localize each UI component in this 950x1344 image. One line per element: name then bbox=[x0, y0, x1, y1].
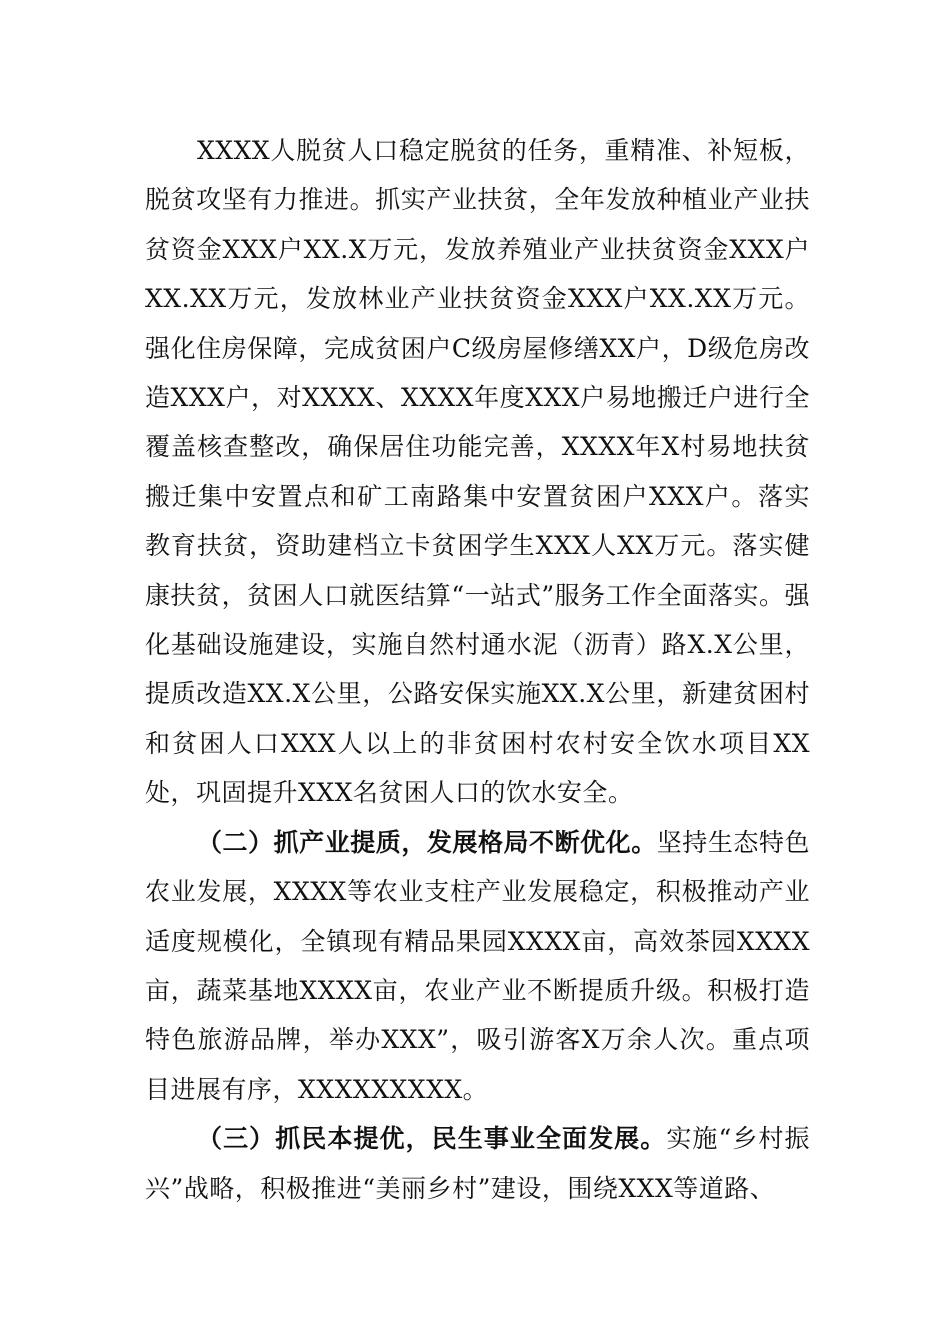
paragraph-text: 实施“乡村振兴”战略，积极推进“美丽乡村”建设，围绕XXX等道路、 bbox=[145, 1124, 810, 1203]
paragraph-lead: （二）抓产业提质，发展格局不断优化。 bbox=[197, 827, 657, 857]
paragraph-text: XXXX人脱贫人口稳定脱贫的任务，重精准、补短板，脱贫攻坚有力推进。抓实产业扶贫，全年发放种植业产业扶贫资金XXX户XX.X万元，发放养殖业产业扶贫资金XXX户XX.XX万元，发放林业产业扶贫资金XXX户XX.XX万元。强化住房保障，完成贫困户C级房屋修缮XX户，D级危房改造XXX户，对XXXX、XXXX年度XXX户易地搬迁户进行全覆盖核查整改，确保居住功能完善，XXXX年X村易地扶贫搬迁集中安置点和矿工南路集中安置贫困户XXX户。落实教育扶贫，资助建档立卡贫困学生XXX人XX万元。落实健康扶贫，贫困人口就医结算“一站式”服务工作全面落实。强化基础设施建设，实施自然村通水泥（沥青）路X.X公里，提质改造XX.X公里，公路安保实施XX.X公里，新建贫困村和贫困人口XXX人以上的非贫困村农村安全饮水项目XX处，巩固提升XXX名贫困人口的饮水安全。 bbox=[145, 136, 810, 808]
document-body bbox=[145, 126, 810, 1213]
paragraph-lead: （三）抓民本提优，民生事业全面发展。 bbox=[197, 1124, 667, 1154]
paragraph-poverty-alleviation bbox=[145, 126, 810, 818]
paragraph-industry bbox=[145, 818, 810, 1114]
paragraph-livelihood bbox=[145, 1114, 810, 1213]
paragraph-text: 坚持生态特色农业发展，XXXX等农业支柱产业发展稳定，积极推动产业适度规模化，全镇现有精品果园XXXX亩，高效茶园XXXX亩，蔬菜基地XXXX亩，农业产业不断提质升级。积极打造特色旅游品牌，举办XXX”，吸引游客X万余人次。重点项目进展有序，XXXXXXXXX。 bbox=[145, 827, 810, 1104]
